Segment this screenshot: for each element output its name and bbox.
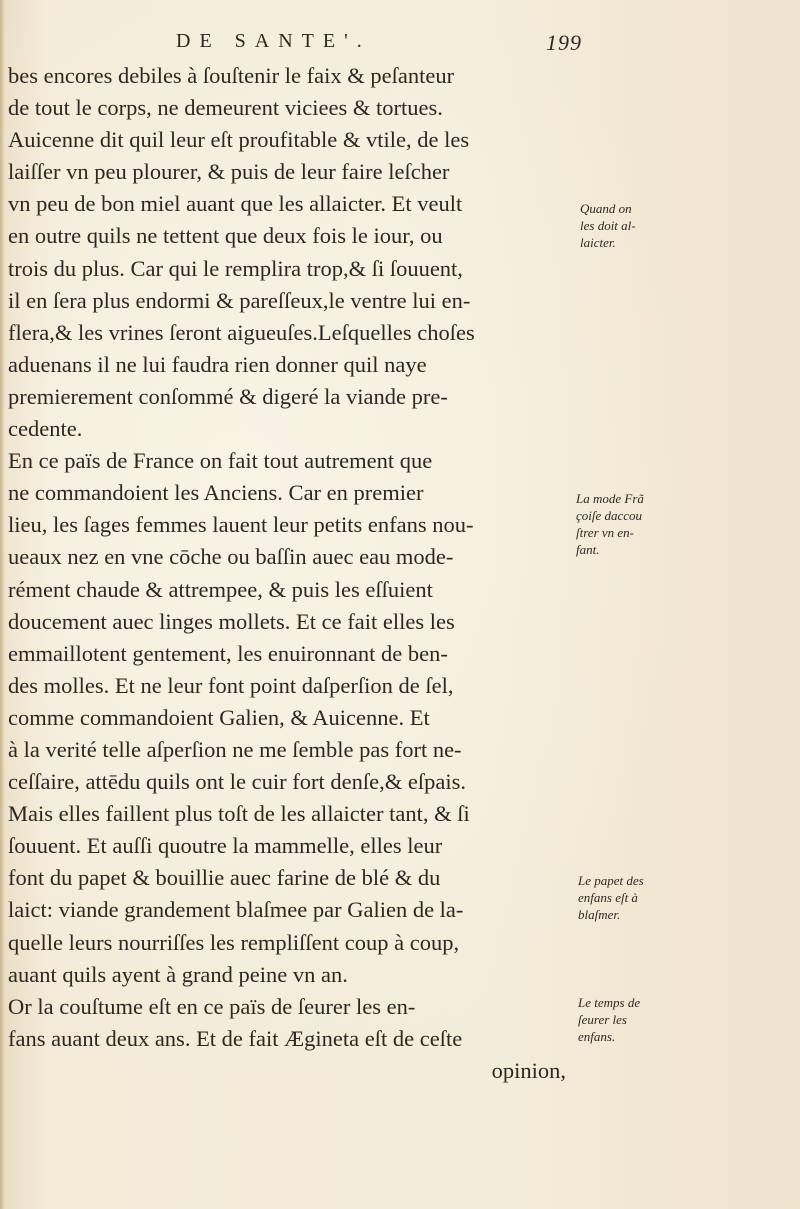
text-line: des molles. Et ne leur font point daſperſion de ſel,: [8, 672, 454, 698]
text-line: quelle leurs nourriſſes les rempliſſent coup à coup,: [8, 929, 460, 955]
text-line: rément chaude & attrempee, & puis les eſſuient: [8, 576, 433, 602]
catchword-line: opinion,: [491, 1057, 566, 1083]
text-line: comme commandoient Galien, & Auicenne. Et: [8, 704, 430, 730]
text-line: de tout le corps, ne demeurent viciees & tortues.: [8, 95, 443, 121]
text-line: cedente.: [8, 416, 83, 442]
text-line: En ce païs de France on fait tout autrement que: [8, 448, 433, 474]
text-line: laiſſer vn peu plourer, & puis de leur faire leſcher: [8, 159, 450, 185]
body-text: [8, 60, 566, 1087]
text-line: trois du plus. Car qui le remplira trop,& ſi ſouuent,: [8, 255, 463, 281]
page-header: [0, 28, 800, 58]
text-line: auant quils ayent à grand peine vn an.: [8, 961, 348, 987]
text-line: ueaux nez en vne cōche ou baſſin auec eau mode-: [8, 544, 454, 570]
text-line: fans auant deux ans. Et de fait Ægineta eſt de ceſte: [8, 1025, 463, 1051]
text-line: font du papet & bouillie auec farine de blé & du: [8, 865, 441, 891]
text-line: à la verité telle aſperſion ne me ſemble pas fort ne-: [8, 736, 462, 762]
text-line: lieu, les ſages femmes lauent leur petits enfans nou-: [8, 512, 474, 538]
page-edge-shadow: [0, 0, 5, 1209]
text-line: Mais elles faillent plus toſt de les allaicter tant, & ſi: [8, 801, 470, 827]
text-line: premierement conſommé & digeré la viande pre-: [8, 383, 448, 409]
text-line: flera,& les vrines ſeront aigueuſes.Leſquelles choſes: [8, 319, 475, 345]
text-line: Or la couſtume eſt en ce païs de ſeurer les en-: [8, 993, 416, 1019]
text-line: laict: viande grandement blaſmee par Galien de la-: [8, 897, 464, 923]
text-line: emmaillotent gentement, les enuironnant de ben-: [8, 640, 448, 666]
margin-note: Le temps de ſeurer les enfans.: [578, 995, 641, 1044]
margin-note: Quand on les doit al- laicter.: [580, 201, 636, 250]
margin-note: La mode Frã çoiſe daccou ſtrer vn en- fant.: [576, 491, 644, 557]
page-number: 199: [546, 30, 582, 55]
text-line: ne commandoient les Anciens. Car en premier: [8, 480, 424, 506]
text-line: il en ſera plus endormi & pareſſeux,le ventre lui en-: [8, 287, 471, 313]
margin-note: Le papet des enfans eſt à blaſmer.: [578, 873, 644, 922]
text-line: bes encores debiles à ſouſtenir le faix & peſanteur: [8, 63, 455, 88]
text-line: doucement auec linges mollets. Et ce fait elles les: [8, 608, 455, 634]
text-line: Auicenne dit quil leur eſt proufitable & vtile, de les: [8, 127, 470, 153]
text-line: aduenans il ne lui faudra rien donner quil naye: [8, 351, 427, 377]
running-head: DE SANTE'.: [176, 30, 371, 52]
text-line: ſouuent. Et auſſi quoutre la mammelle, elles leur: [8, 833, 443, 859]
text-line: vn peu de bon miel auant que les allaicter. Et veult: [8, 191, 463, 217]
text-line: ceſſaire, attēdu quils ont le cuir fort denſe,& eſpais.: [8, 769, 466, 795]
text-line: en outre quils ne tettent que deux fois le iour, ou: [8, 223, 443, 249]
